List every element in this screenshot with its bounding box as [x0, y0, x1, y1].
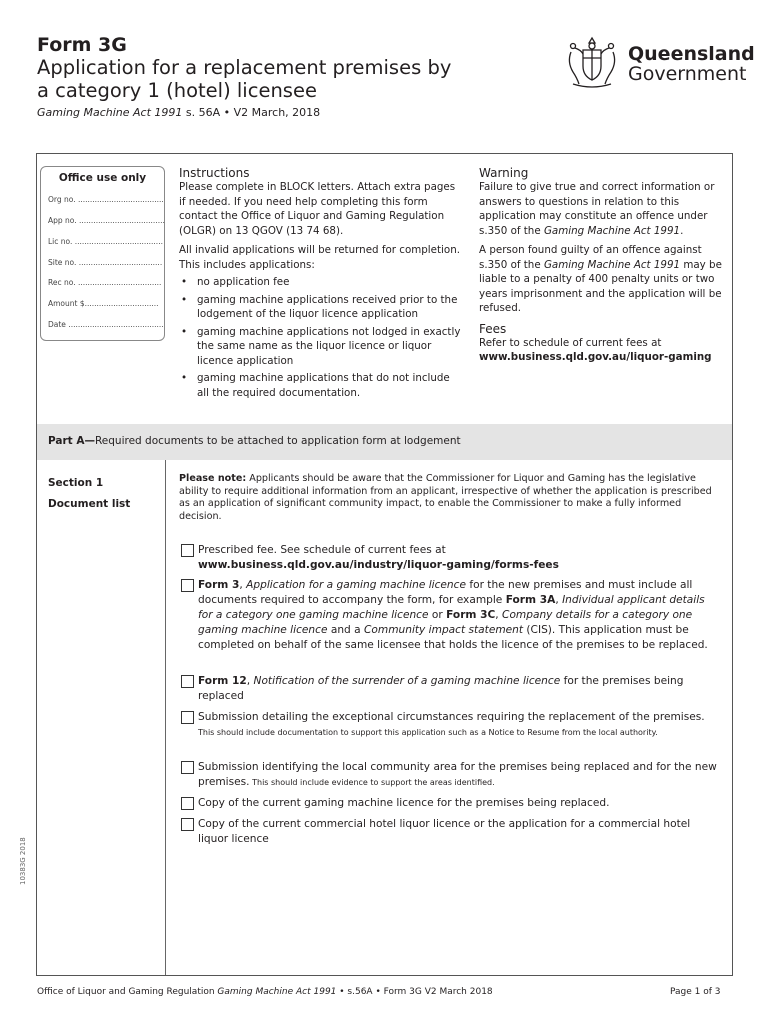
part-a-label: Part A— — [48, 435, 95, 447]
title-line-1: Application for a replacement premises by — [37, 56, 452, 79]
please-note — [179, 473, 724, 523]
form-title: Individual applicant details for a category one gaming machine licence — [198, 594, 705, 621]
form-title: Application for a gaming machine licence — [246, 579, 466, 591]
office-use-title: Office use only — [58, 172, 147, 184]
instructions-bullet: • no application fee — [179, 275, 464, 290]
form-subtitle — [37, 106, 320, 119]
form-title: Notification of the surrender of a gaming machine licence — [253, 675, 561, 687]
warning-para-2 — [479, 243, 724, 316]
section-1-label — [48, 473, 130, 515]
instructions-heading: Instructions — [179, 166, 250, 180]
fees-forms-link[interactable]: www.business.qld.gov.au/industry/liquor-gaming/forms-fees — [198, 559, 559, 571]
checkbox[interactable] — [181, 544, 194, 557]
form-number: Form 3G — [37, 34, 127, 56]
warning-text: may be liable to a penalty of 400 penalty units or two years imprisonment and the application will be refused. — [479, 258, 722, 314]
item-note: This should include evidence to support the areas identified. — [249, 778, 495, 787]
office-site-no: Site no. ................................... — [48, 258, 163, 267]
form-ref: Form 3 — [198, 579, 240, 591]
item-label: and a — [327, 624, 364, 636]
item-text: Copy of the current commercial hotel liquor licence or the application for a commercial hotel liquor licence — [198, 818, 691, 845]
instructions-bullet: • gaming machine applications not lodged in exactly the same name as the liquor licence or liquor licence application — [179, 325, 464, 369]
logo-queensland: Queensland — [628, 43, 755, 65]
warning-text: A person found guilty of an offence against s.350 of the — [479, 244, 702, 271]
page-title — [37, 56, 477, 102]
item-text: Copy of the current gaming machine licence for the premises being replaced. — [198, 797, 610, 809]
title-line-2: a category 1 (hotel) licensee — [37, 79, 317, 102]
checkbox[interactable] — [181, 579, 194, 592]
warning-act: Gaming Machine Act 1991 — [543, 258, 681, 271]
office-amount: Amount $............................... — [48, 299, 159, 308]
subtitle-version: s. 56A • V2 March, 2018 — [182, 106, 321, 119]
section-divider — [165, 460, 166, 975]
page-number: Page 1 of 3 — [670, 987, 721, 997]
item-label: Submission identifying the local community area for the premises being replaced and for the new premises. — [198, 761, 717, 788]
form-title: Community impact statement — [364, 624, 524, 636]
item-text — [198, 674, 720, 704]
part-a-text: Required documents to be attached to application form at lodgement — [94, 435, 461, 447]
instructions-para-2: All invalid applications will be returned for completion. This includes applications: — [179, 244, 460, 271]
instructions-bullet: • gaming machine applications received prior to the lodgement of the liquor licence application — [179, 293, 464, 322]
subtitle-act: Gaming Machine Act 1991 — [37, 106, 183, 119]
note-text: Applicants should be aware that the Commissioner for Liquor and Gaming has the legislative ability to require additional information from an applicant, irrespective of whether the application is prescribed as an application of significant community impact, to enable the Commissioner to make a fully informed decision. — [179, 473, 712, 522]
item-label: Submission detailing the exceptional circumstances requiring the replacement of the premises. — [198, 711, 705, 723]
warning-text: . — [680, 224, 684, 237]
fees-heading: Fees — [479, 321, 507, 336]
office-use-box — [40, 166, 165, 341]
footer-act: Gaming Machine Act 1991 — [217, 987, 337, 997]
item-text — [198, 760, 720, 790]
instructions-bullet: • gaming machine applications that do not include all the required documentation. — [179, 371, 464, 400]
coat-of-arms-icon — [563, 34, 621, 90]
side-form-code: 10383G 2018 — [19, 837, 27, 885]
form-title: Company details for a category one gaming machine licence — [198, 609, 693, 636]
office-app-no: App no. .................................... — [48, 216, 165, 225]
logo-text — [628, 44, 755, 84]
item-label: , — [239, 579, 247, 591]
section-1-title: Section 1 — [48, 477, 104, 489]
item-note: This should include documentation to support this application such as a Notice to Resume from the local authority. — [198, 728, 658, 737]
instructions-para-1: Please complete in BLOCK letters. Attach extra pages if needed. If you need help completing this form contact the Office of Liquor and Gaming Regulation (OLGR) on 13 QGOV (13 74 68). — [179, 181, 456, 237]
note-label: Please note: — [179, 473, 247, 484]
item-label: , — [495, 609, 503, 621]
form-ref: Form 3C — [446, 609, 496, 621]
item-label: , — [246, 675, 254, 687]
checkbox[interactable] — [181, 797, 194, 810]
footer-info: • s.56A • Form 3G V2 March 2018 — [336, 987, 493, 997]
office-org-no: Org no. .................................... — [48, 195, 164, 204]
part-a-title — [48, 435, 461, 447]
item-label: or — [428, 609, 447, 621]
logo-government: Government — [628, 63, 747, 85]
checkbox[interactable] — [181, 711, 194, 724]
item-text — [198, 543, 720, 573]
form-ref: Form 12 — [198, 675, 247, 687]
checkbox[interactable] — [181, 675, 194, 688]
office-date: Date ........................................ — [48, 320, 164, 329]
checkbox[interactable] — [181, 818, 194, 831]
item-label: (CIS). This application must be completed on behalf of the same licensee that holds the licence of the premises to be replaced. — [198, 624, 708, 651]
section-1-subtitle: Document list — [48, 498, 131, 510]
office-lic-no: Lic no. ..................................... — [48, 237, 163, 246]
warning-heading: Warning — [479, 166, 529, 180]
item-label: for the new premises and must include all documents required to accompany the form, for example — [198, 579, 693, 606]
item-label: , — [555, 594, 563, 606]
warning-para-1 — [479, 180, 724, 238]
warning-section — [479, 166, 724, 365]
item-label: Prescribed fee. See schedule of current fees at — [198, 544, 446, 556]
part-a-header — [37, 424, 732, 460]
item-label: for the premises being replaced — [198, 675, 684, 702]
item-text — [198, 710, 720, 740]
item-text — [198, 578, 720, 653]
warning-act: Gaming Machine Act 1991 — [543, 224, 681, 237]
form-ref: Form 3A — [505, 594, 556, 606]
office-rec-no: Rec no. ................................... — [48, 278, 162, 287]
fees-text: Refer to schedule of current fees at — [479, 336, 662, 349]
warning-text: Failure to give true and correct information or answers to questions in relation to this application may constitute an offence under s.350 of the — [479, 181, 715, 237]
instructions-section — [179, 166, 464, 400]
queensland-government-logo — [563, 34, 755, 90]
footer — [37, 987, 493, 997]
checkbox[interactable] — [181, 761, 194, 774]
footer-org: Office of Liquor and Gaming Regulation — [37, 987, 218, 997]
fees-link[interactable]: www.business.qld.gov.au/liquor-gaming — [479, 351, 712, 363]
